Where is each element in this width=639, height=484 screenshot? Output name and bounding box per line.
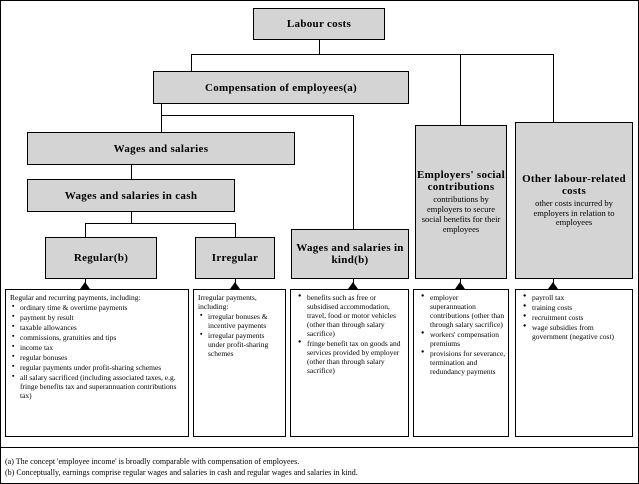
connector-wages-to-cash	[131, 165, 132, 179]
connector-to-compensation	[191, 54, 192, 71]
node-employers-social-contributions	[415, 125, 507, 279]
connector-to-other-costs	[553, 54, 554, 122]
connector-to-wages-salaries	[161, 115, 162, 132]
details-wages-in-kind-list	[293, 293, 406, 375]
footnote-a: (a) The concept 'employee income' is broadly comparable with compensation of employees.	[5, 457, 300, 467]
details-other-costs-list	[518, 293, 630, 341]
list-item: ● workers' compensation premiums	[430, 330, 506, 348]
list-item: ● wage subsidies from government (negative cost)	[532, 323, 630, 341]
connector-social-to-details	[460, 279, 461, 289]
list-item: ● payroll tax	[532, 293, 630, 302]
connector-compensation-down	[161, 104, 162, 115]
list-item: ● fringe benefit tax on goods and services provided by employer (other than through salary sacrifice)	[307, 339, 406, 375]
node-labour-costs	[253, 8, 385, 40]
list-item: ▪ income tax	[20, 343, 186, 352]
connector-inkind-to-details	[353, 279, 354, 289]
list-item: ▪ ordinary time & overtime payments	[20, 303, 186, 312]
node-wages-in-kind	[291, 229, 409, 279]
list-item: ▪ irregular bonuses & incentive payments	[208, 312, 283, 330]
node-other-labour-related-costs	[515, 122, 633, 279]
list-item: ▪ payment by result	[20, 313, 186, 322]
list-item: ● employer superannuation contributions (other than through salary sacrifice)	[430, 293, 506, 329]
details-employers-social-list	[416, 293, 506, 376]
node-wages-and-salaries	[27, 132, 295, 165]
details-regular	[5, 289, 189, 437]
details-regular-lead: Regular and recurring payments, including:	[10, 293, 141, 302]
details-irregular-list	[196, 312, 283, 358]
connector-row3-horizontal	[161, 115, 353, 116]
node-other-costs-sub: other costs incurred by employers in relation to employees	[533, 197, 615, 228]
connector-to-regular	[85, 223, 86, 237]
details-irregular-lead: Irregular payments, including:	[198, 293, 257, 311]
connector-row5-horizontal	[85, 223, 235, 224]
node-wages-in-kind-label: Wages and salaries in kind(b)	[296, 242, 404, 266]
node-irregular	[195, 237, 275, 279]
node-wages-in-cash-label: Wages and salaries in cash	[64, 189, 198, 202]
node-employers-social-label: Employers' social contributions	[417, 169, 505, 194]
list-item: ▪ commissions, gratuities and tips	[20, 333, 186, 342]
list-item: ● provisions for severance, termination and redundancy payments	[430, 349, 506, 376]
connector-labourcosts-to-row2	[319, 40, 320, 54]
footnotes	[5, 457, 630, 479]
node-irregular-label: Irregular	[211, 252, 259, 264]
details-regular-list	[8, 303, 186, 400]
list-item: ▪ irregular payments under profit-sharing schemes	[208, 331, 283, 358]
list-item: ▪ all salary sacrificed (including associated taxes, e.g. fringe benefits tax and superannuation contributions tax)	[20, 373, 186, 400]
list-item: ▪ regular bonuses	[20, 353, 186, 362]
node-regular	[45, 237, 157, 279]
connector-irregular-to-details	[235, 279, 236, 289]
connector-row2-horizontal	[191, 54, 553, 55]
node-compensation-label: Compensation of employees(a)	[205, 81, 357, 94]
node-labour-costs-label: Labour costs	[286, 18, 352, 30]
list-item: ▪ regular payments under profit-sharing schemes	[20, 363, 186, 372]
list-item: ● benefits such as free or subsidised accommodation, travel, food or motor vehicles (other than through salary sacrifice)	[307, 293, 406, 338]
node-wages-and-salaries-label: Wages and salaries	[113, 142, 209, 155]
connector-other-to-details	[553, 279, 554, 289]
footnote-divider	[1, 447, 638, 448]
connector-to-wages-in-kind	[353, 115, 354, 229]
list-item: ● recruitment costs	[532, 313, 630, 322]
node-compensation-of-employees	[153, 71, 409, 104]
connector-to-employers-social	[460, 54, 461, 125]
details-wages-in-kind	[290, 289, 409, 437]
connector-cash-down	[131, 212, 132, 223]
details-other-costs	[515, 289, 633, 437]
node-employers-social-sub: contributions by employers to secure social benefits for their employees	[421, 194, 501, 234]
node-wages-and-salaries-in-cash	[27, 179, 235, 212]
details-irregular	[193, 289, 286, 437]
connector-regular-to-details	[85, 279, 86, 289]
connector-to-irregular	[235, 223, 236, 237]
list-item: ▪ taxable allowances	[20, 323, 186, 332]
list-item: ● training costs	[532, 303, 630, 312]
node-other-costs-label: Other labour-related costs	[522, 172, 626, 197]
node-regular-label: Regular(b)	[73, 252, 129, 264]
footnote-b: (b) Conceptually, earnings comprise regular wages and salaries in cash and regular wages and salaries in kind.	[5, 468, 358, 478]
details-employers-social	[413, 289, 509, 437]
